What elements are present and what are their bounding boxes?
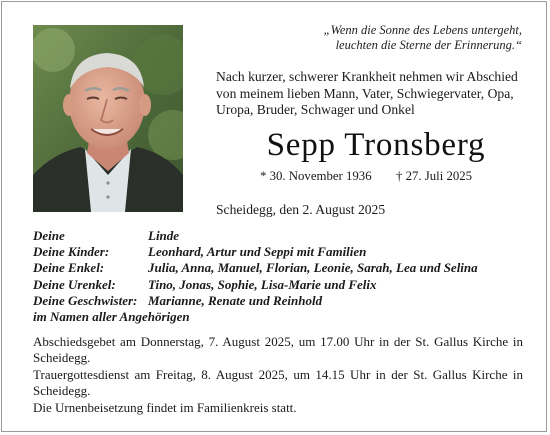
- service-notices: [33, 334, 523, 416]
- place-and-date: Scheidegg, den 2. August 2025: [216, 202, 386, 217]
- urn-notice: Die Urnenbeisetzung findet im Familienkreis statt.: [33, 399, 297, 415]
- notice-line: Scheidegg.: [33, 350, 91, 366]
- mourner-label: Deine Urenkel:: [33, 276, 116, 292]
- announcement-text: [216, 69, 536, 119]
- mourner-names: Leonhard, Artur und Seppi mit Familien: [148, 244, 367, 260]
- life-dates: [260, 169, 473, 184]
- notice-line: Scheidegg.: [33, 383, 91, 399]
- mourner-names: Julia, Anna, Manuel, Florian, Leonie, Sarah, Lea und Selina: [148, 260, 478, 276]
- quote-line: leuchten die Sterne der Erinnerung.“: [335, 38, 522, 52]
- farewell-notice: [33, 334, 523, 367]
- announcement-line: Uropa, Bruder, Schwager und Onkel: [216, 102, 415, 117]
- announcement-line: von meinem lieben Mann, Vater, Schwiegervater, Opa,: [216, 85, 514, 101]
- deceased-name: Sepp Tronsberg: [266, 127, 486, 163]
- mourner-names: Linde: [148, 228, 180, 243]
- notice-line: Trauergottesdienst am Freitag, 8. August 2025, um 14.15 Uhr in der St. Gallus Kirche in: [33, 366, 523, 382]
- memorial-quote: [302, 23, 522, 53]
- mourner-label: Deine Enkel:: [33, 260, 105, 276]
- birth-date: * 30. November 1936: [260, 169, 372, 183]
- mourner-label: Deine: [33, 228, 65, 243]
- notice-line: Abschiedsgebet am Donnerstag, 7. August 2025, um 17.00 Uhr in der St. Gallus Kirche in: [33, 334, 523, 349]
- service-notice: [33, 367, 523, 400]
- mourners-closing: im Namen aller Angehörigen: [33, 308, 190, 324]
- mourner-label: Deine Kinder:: [33, 244, 110, 260]
- announcement-line: Nach kurzer, schwerer Krankheit nehmen wir Abschied: [216, 69, 518, 84]
- mourner-names: Tino, Jonas, Sophie, Lisa-Marie und Felix: [148, 276, 377, 292]
- mourner-label: Deine Geschwister:: [33, 292, 138, 308]
- quote-line: „Wenn die Sonne des Lebens untergeht,: [323, 23, 522, 37]
- portrait-photo: [33, 25, 183, 212]
- obituary-card: [1, 1, 547, 432]
- mourner-names: Marianne, Renate und Reinhold: [148, 292, 323, 308]
- death-date: † 27. Juli 2025: [396, 169, 473, 183]
